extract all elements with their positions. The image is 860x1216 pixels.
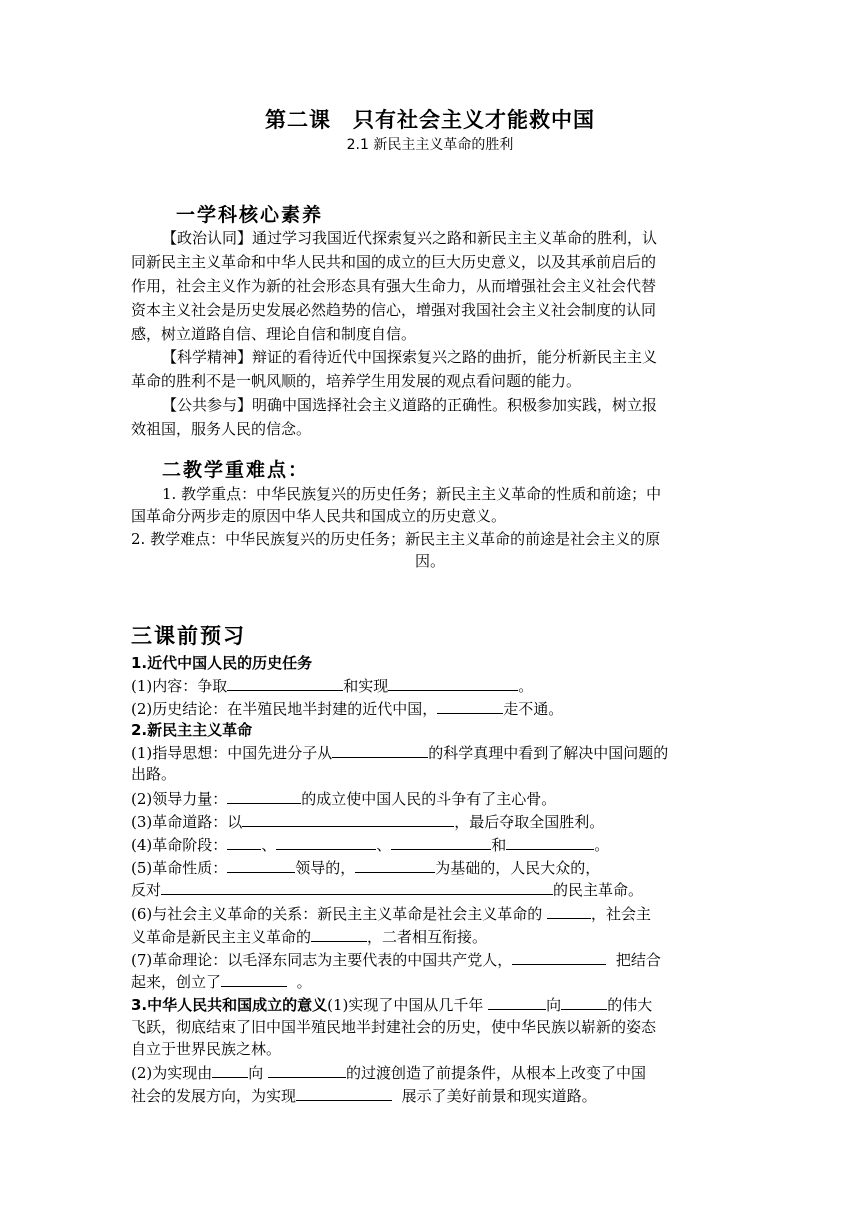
question-text: 起来，创立了 — [131, 973, 222, 991]
question-text: 和 — [491, 836, 507, 854]
answer-blank[interactable] — [227, 674, 343, 691]
question-text: 向 — [546, 996, 562, 1014]
page-title: 第二课 只有社会主义才能救中国 — [265, 108, 595, 132]
question-text: 、 — [376, 836, 392, 854]
question-text: (5)革命性质： — [131, 859, 228, 877]
question-line — [131, 902, 651, 925]
question-line — [131, 1061, 646, 1084]
question-text: 反对 — [131, 881, 162, 899]
question-text: 社会的发展方向，为实现 — [131, 1087, 297, 1105]
question-line — [131, 993, 652, 1016]
answer-blank[interactable] — [437, 697, 503, 714]
answer-blank[interactable] — [488, 993, 546, 1010]
question-text: 。 — [518, 677, 534, 695]
question-line: 出路。 — [131, 765, 177, 783]
question-text: 。 — [594, 836, 610, 854]
question-text: (3)革命道路：以 — [131, 813, 243, 831]
question-line — [131, 697, 563, 720]
page-subtitle: 2.1 新民主主义革命的胜利 — [346, 137, 514, 153]
section2-line: 1. 教学重点：中华民族复兴的历史任务；新民主主义革命的性质和前途；中 — [162, 485, 662, 503]
question-text: 领导的， — [295, 859, 356, 877]
question-text: (4)革命阶段： — [131, 836, 228, 854]
question-line — [131, 878, 643, 901]
answer-blank[interactable] — [242, 810, 454, 827]
question-line — [131, 948, 661, 971]
answer-blank[interactable] — [212, 1061, 248, 1078]
answer-blank[interactable] — [296, 1084, 392, 1101]
question-line — [131, 810, 604, 833]
section1-line: 效祖国，服务人民的信念。 — [131, 420, 312, 438]
question-text: ，社会主 — [591, 905, 652, 923]
answer-blank[interactable] — [547, 902, 591, 919]
question-line — [131, 925, 487, 948]
section1-line: 作用，社会主义作为新的社会形态具有强大生命力，从而增强社会主义社会代替 — [131, 277, 657, 295]
question-line: 飞跃，彻底结束了旧中国半殖民地半封建社会的历史，使中华民族以崭新的姿态 — [131, 1018, 657, 1036]
answer-blank[interactable] — [355, 856, 435, 873]
question-text: (2)为实现由 — [131, 1064, 213, 1082]
answer-blank[interactable] — [332, 741, 428, 758]
question-text: (2)历史结论：在半殖民地半封建的近代中国， — [131, 700, 438, 718]
question-text: 的过渡创造了前提条件，从根本上改变了中国 — [346, 1064, 647, 1082]
section1-line: 【科学精神】辩证的看待近代中国探索复兴之路的曲折，能分析新民主主义 — [162, 348, 658, 366]
section2-line: 2. 教学难点：中华民族复兴的历史任务；新民主主义革命的前途是社会主义的原 — [131, 530, 661, 548]
subsection-heading: 2.新民主主义革命 — [131, 721, 253, 739]
question-line: 自立于世界民族之林。 — [131, 1040, 282, 1058]
question-text: (7)革命理论：以毛泽东同志为主要代表的中国共产党人， — [131, 951, 513, 969]
question-text: (6)与社会主义革命的关系：新民主主义革命是社会主义革命的 — [131, 905, 543, 923]
question-text: 为基础的，人民大众的， — [435, 859, 601, 877]
question-line — [131, 856, 600, 879]
subsection-heading: 1.近代中国人民的历史任务 — [131, 654, 313, 672]
question-text: ，二者相互衔接。 — [367, 928, 488, 946]
answer-blank[interactable] — [227, 833, 261, 850]
answer-blank[interactable] — [512, 948, 606, 965]
question-text: 走不通。 — [503, 700, 564, 718]
question-text: 的成立使中国人民的斗争有了主心骨。 — [301, 790, 557, 808]
subsection-heading: 3.中华人民共和国成立的意义 — [131, 996, 328, 1014]
section1-line: 【政治认同】通过学习我国近代探索复兴之路和新民主主义革命的胜利，认 — [162, 229, 658, 247]
question-text: (1)实现了中国从几千年 — [327, 996, 484, 1014]
question-line — [131, 674, 533, 697]
section1-line: 革命的胜利不是一帆风顺的，培养学生用发展的观点看问题的能力。 — [131, 372, 582, 390]
answer-blank[interactable] — [227, 787, 301, 804]
question-line — [131, 1084, 597, 1107]
question-text: 、 — [261, 836, 277, 854]
answer-blank[interactable] — [311, 925, 367, 942]
answer-blank[interactable] — [161, 878, 553, 895]
section1-line: 感，树立道路自信、理论自信和制度自信。 — [131, 325, 417, 343]
question-text: 义革命是新民主主义革命的 — [131, 928, 312, 946]
question-text: 的伟大 — [607, 996, 653, 1014]
question-text: 和实现 — [343, 677, 389, 695]
question-line — [131, 787, 556, 810]
question-text: 的民主革命。 — [553, 881, 644, 899]
answer-blank[interactable] — [506, 833, 594, 850]
question-text: (2)领导力量： — [131, 790, 228, 808]
question-text: ，最后夺取全国胜利。 — [454, 813, 605, 831]
section2-line: 国革命分两步走的原因中华人民共和国成立的历史意义。 — [131, 507, 507, 525]
section2-heading: 二教学重难点： — [162, 459, 310, 481]
question-text: 展示了美好前景和现实道路。 — [401, 1087, 597, 1105]
answer-blank[interactable] — [391, 833, 491, 850]
question-text: (1)内容：争取 — [131, 677, 228, 695]
question-line — [131, 970, 312, 993]
answer-blank[interactable] — [561, 993, 607, 1010]
section1-line: 资本主义社会是历史发展必然趋势的信心，增强对我国社会主义社会制度的认同 — [131, 301, 657, 319]
answer-blank[interactable] — [388, 674, 518, 691]
answer-blank[interactable] — [268, 1061, 346, 1078]
section1-line: 同新民主主义革命和中华人民共和国的成立的巨大历史意义，以及其承前启后的 — [131, 253, 657, 271]
answer-blank[interactable] — [221, 970, 287, 987]
section1-line: 【公共参与】明确中国选择社会主义道路的正确性。积极参加实践，树立报 — [162, 396, 658, 414]
section3-heading: 三课前预习 — [131, 624, 246, 648]
answer-blank[interactable] — [276, 833, 376, 850]
question-text: 的科学真理中看到了解决中国问题的 — [428, 744, 669, 762]
question-text: 向 — [248, 1064, 264, 1082]
question-line — [131, 833, 609, 856]
section1-heading: 一学科核心素养 — [176, 204, 324, 226]
question-line — [131, 741, 668, 764]
answer-blank[interactable] — [227, 856, 295, 873]
question-text: 把结合 — [615, 951, 661, 969]
question-text: (1)指导思想：中国先进分子从 — [131, 744, 333, 762]
question-text: 。 — [296, 973, 312, 991]
section2-line: 因。 — [414, 552, 445, 570]
